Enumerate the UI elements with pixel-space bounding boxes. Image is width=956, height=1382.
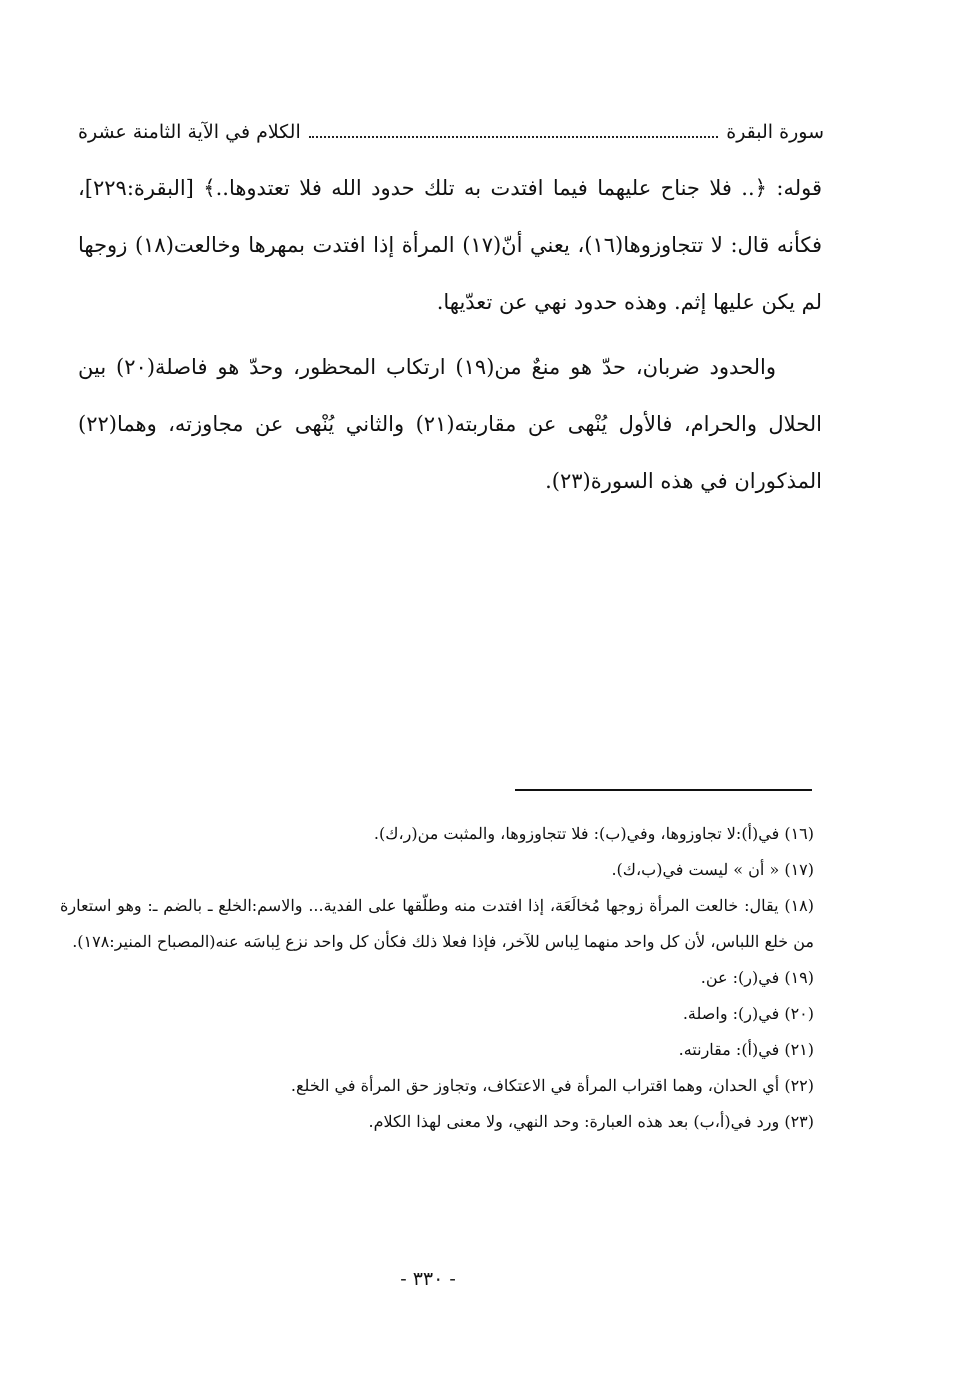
footnote-separator: [515, 789, 812, 791]
header-sura-name: سورة البقرة: [726, 121, 824, 143]
paragraph-1: قوله: ﴿.. فلا جناح عليهما فيما افتدت به تلك حدود الله فلا تعتدوها..﴾ [البقرة:٢٢٩]، فكأنه قال: لا تتجاوزوها(١٦)، يعني أنّ(١٧) المرأة إذا افتدت بمهرها وخالعت(١٨) زوجها لم يكن عليها إثم. وهذه حدود نهي عن تعدّيها.: [78, 176, 822, 314]
footnote-21: (٢١) في(أ): مقارنته.: [678, 1040, 814, 1059]
paragraph-2: والحدود ضربان، حدّ هو منعٌ من(١٩) ارتكاب المحظور، وحدّ هو فاصلة(٢٠) بين الحلال والحرام، فالأول يُنْهى عن مقاربته(٢١) والثاني يُنْهى عن مجاوزته، وهما(٢٢) المذكوران في هذه السورة(٢٣).: [78, 355, 822, 493]
header-topic: الكلام في الآية الثامنة عشرة: [78, 121, 301, 143]
running-header: [78, 110, 824, 144]
footnote-18: (١٨) يقال: خالعت المرأة زوجها مُخالَعَة، إذا افتدت منه وطلّقها على الفدية... والاسم:الخلع ـ بالضم ـ: وهو استعارة من خلع اللباس، لأن كل واحد منهما لِباس للآخر، فإذا فعلا ذلك فكأن كل واحد نزع لِباسَه عنه(المصباح المنير:١٧٨).: [60, 896, 815, 951]
page-number: - ٣٣٠ -: [400, 1268, 456, 1290]
footnote-17: (١٧) « أن » ليست في(ب،ك).: [611, 860, 814, 879]
footnotes: [60, 816, 814, 1140]
footnote-19: (١٩) في(ر): عن.: [700, 968, 814, 987]
footnote-16: (١٦) في(أ):لا تجاوزوها، وفي(ب): فلا تتجاوزوها، والمثبت من(ر،ك).: [373, 824, 814, 843]
footnote-22: (٢٢) أي الحدان، وهما اقتراب المرأة في الاعتكاف، وتجاوز حق المرأة في الخلع.: [290, 1076, 814, 1095]
footnote-23: (٢٣) ورد في(أ،ب) بعد هذه العبارة: وحد النهي، ولا معنى لهذا الكلام.: [368, 1112, 814, 1131]
header-dot-leader: [309, 136, 718, 138]
main-text: [78, 160, 822, 510]
footnote-20: (٢٠) في(ر): واصلة.: [682, 1004, 814, 1023]
